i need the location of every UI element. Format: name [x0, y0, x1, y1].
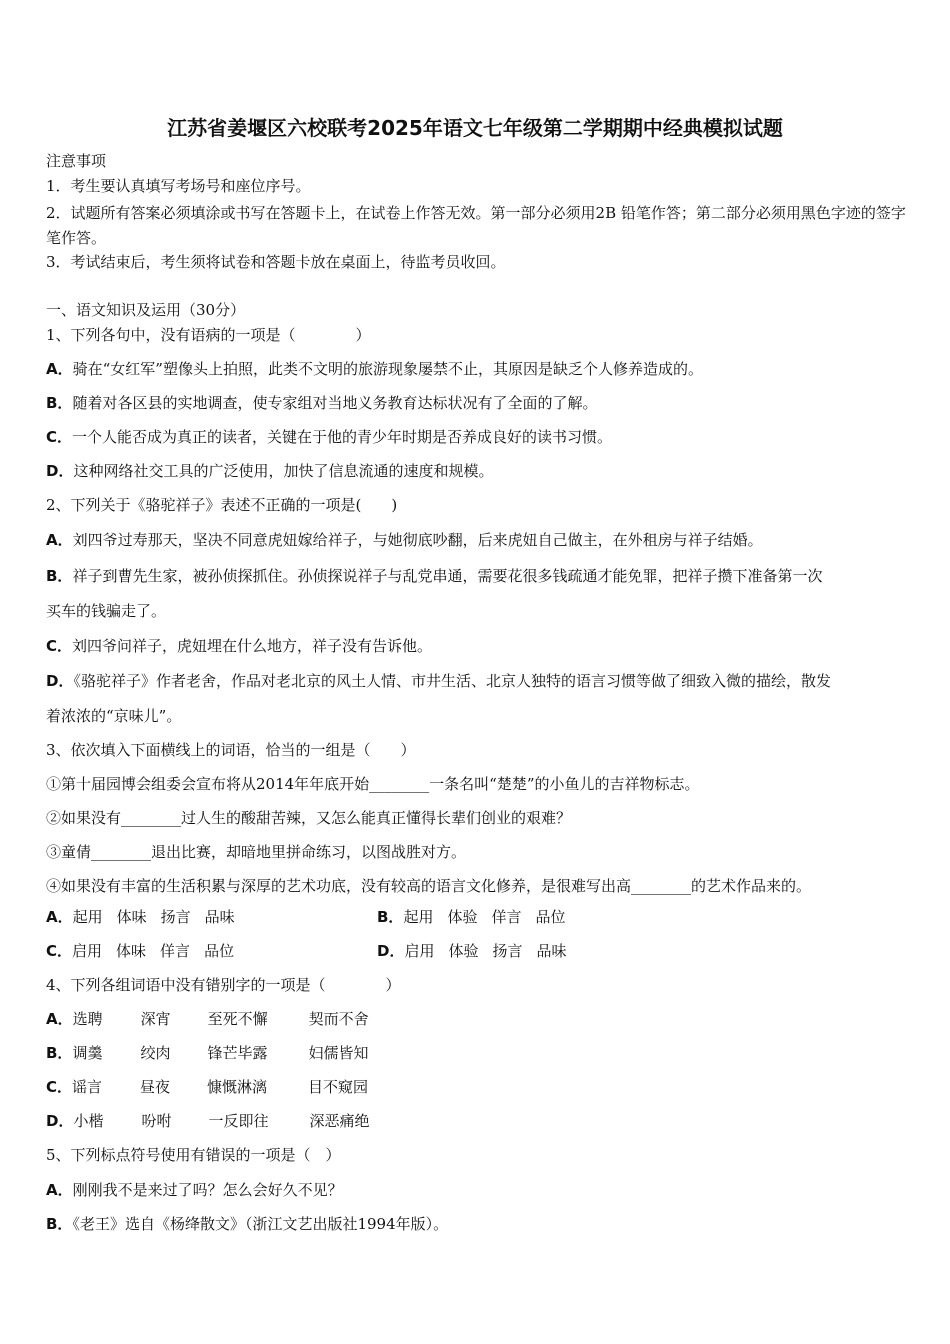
question-2-option-a [46, 530, 908, 550]
option-word: 锋芒毕露 [207, 1044, 268, 1062]
option-word: 启用 [404, 942, 435, 960]
option-text: 《老王》选自《杨绛散文》（浙江文艺出版社1994年版）。 [72, 1215, 449, 1233]
question-1-stem: 1、下列各句中，没有语病的一项是（ ） [46, 326, 371, 344]
question-2-option-d-cont: 着浓浓的“京味儿”。 [46, 707, 182, 725]
question-3-option-c [46, 941, 376, 961]
option-word: 体验 [447, 908, 478, 926]
option-label: A． [46, 360, 73, 378]
option-label: B． [46, 567, 73, 585]
option-word: 品位 [535, 908, 566, 926]
option-word: 一反即往 [208, 1112, 269, 1130]
option-word: 佯言 [491, 908, 522, 926]
option-label: A． [46, 1181, 73, 1199]
option-word: 深宵 [140, 1010, 171, 1028]
option-word: 妇儒皆知 [308, 1044, 369, 1062]
option-word: 昼夜 [140, 1078, 171, 1096]
option-label: A． [46, 531, 73, 549]
question-5-stem: 5、下列标点符号使用有错误的一项是（ ） [46, 1146, 341, 1164]
option-label: A． [46, 1010, 73, 1028]
option-text: 刘四爷问祥子，虎妞埋在什么地方，祥子没有告诉他。 [72, 637, 433, 655]
question-3-stem: 3、依次填入下面横线上的词语，恰当的一组是（ ） [46, 741, 416, 759]
question-1-option-c [46, 427, 908, 447]
option-word: 佯言 [160, 942, 191, 960]
option-label: D． [377, 942, 405, 960]
option-word: 目不窥园 [308, 1078, 369, 1096]
option-word: 起用 [403, 908, 434, 926]
option-label: D． [46, 672, 74, 690]
option-text: 随着对各区县的实地调查，使专家组对当地义务教育达标状况有了全面的了解。 [72, 394, 598, 412]
option-label: C． [46, 428, 73, 446]
option-label: B． [377, 908, 404, 926]
question-3-sentence-3: ③童倩________退出比赛，却暗地里拼命练习，以图战胜对方。 [46, 843, 467, 861]
option-text: 刚刚我不是来过了吗？怎么会好久不见？ [72, 1181, 343, 1199]
question-2-option-b-cont: 买车的钱骗走了。 [46, 602, 167, 620]
option-word: 品味 [536, 942, 567, 960]
option-word: 选聘 [72, 1010, 103, 1028]
option-word: 慷慨淋漓 [207, 1078, 268, 1096]
question-3-option-a [46, 907, 376, 927]
option-text: 一个人能否成为真正的读者，关键在于他的青少年时期是否养成良好的读书习惯。 [72, 428, 613, 446]
question-1-option-b [46, 393, 908, 413]
question-2-stem: 2、下列关于《骆驼祥子》表述不正确的一项是( ) [46, 496, 398, 514]
option-word: 体验 [448, 942, 479, 960]
option-label: A． [46, 908, 73, 926]
option-word: 绞肉 [140, 1044, 171, 1062]
question-2-option-d [46, 671, 908, 691]
question-1-option-d [46, 461, 908, 481]
notice-item-3: 3．考试结束后，考生须将试卷和答题卡放在桌面上，待监考员收回。 [46, 253, 506, 271]
option-word: 启用 [72, 942, 103, 960]
option-text: 骑在“女红军”塑像头上拍照，此类不文明的旅游现象屡禁不止，其原因是缺乏个人修养造成的。 [72, 360, 703, 378]
notice-heading: 注意事项 [46, 152, 107, 170]
option-word: 契而不舍 [308, 1010, 369, 1028]
question-4-option-d [46, 1111, 908, 1131]
option-word: 品位 [204, 942, 235, 960]
option-label: D． [46, 1112, 74, 1130]
option-word: 调羹 [72, 1044, 103, 1062]
question-4-option-c [46, 1077, 908, 1097]
notice-item-1: 1．考生要认真填写考场号和座位序号。 [46, 177, 311, 195]
question-4-option-b [46, 1043, 908, 1063]
question-5-option-a [46, 1180, 908, 1200]
option-label: C． [46, 1078, 73, 1096]
option-label: C． [46, 637, 73, 655]
option-word: 谣言 [72, 1078, 103, 1096]
option-text: 这种网络社交工具的广泛使用，加快了信息流通的速度和规模。 [73, 462, 494, 480]
question-3-option-d [377, 941, 707, 961]
option-word: 起用 [72, 908, 103, 926]
option-word: 扬言 [160, 908, 191, 926]
option-text: 《骆驼祥子》作者老舍，作品对老北京的风土人情、市井生活、北京人独特的语言习惯等做了细致入微的描绘，散发 [73, 672, 831, 690]
option-label: B． [46, 394, 73, 412]
option-word: 小楷 [73, 1112, 104, 1130]
option-word: 扬言 [492, 942, 523, 960]
notice-item-2: 2．试题所有答案必须填涂或书写在答题卡上，在试卷上作答无效。第一部分必须用2B 铅笔作答；第二部分必须用黑色字迹的签字笔作答。 [46, 204, 906, 247]
option-word: 深恶痛绝 [309, 1112, 370, 1130]
question-3-sentence-1: ①第十届园博会组委会宣布将从2014年年底开始________一条名叫“楚楚”的小鱼儿的吉祥物标志。 [46, 775, 700, 793]
option-label: B． [46, 1215, 73, 1233]
question-3-option-b [377, 907, 707, 927]
option-text: 祥子到曹先生家，被孙侦探抓住。孙侦探说祥子与乱党串通，需要花很多钱疏通才能免罪，把祥子攒下准备第一次 [72, 567, 823, 585]
question-2-option-c [46, 636, 908, 656]
question-1-option-a [46, 359, 908, 379]
option-label: C． [46, 942, 73, 960]
option-word: 品味 [204, 908, 235, 926]
question-4-option-a [46, 1009, 908, 1029]
question-5-option-b [46, 1214, 908, 1234]
question-3-sentence-4: ④如果没有丰富的生活积累与深厚的艺术功底，没有较高的语言文化修养，是很难写出高________的艺术作品来的。 [46, 877, 812, 895]
option-text: 刘四爷过寿那天，坚决不同意虎妞嫁给祥子，与她彻底吵翻，后来虎妞自己做主，在外租房与祥子结婚。 [72, 531, 763, 549]
option-label: D． [46, 462, 74, 480]
section-heading: 一、语文知识及运用（30分） [46, 301, 246, 319]
exam-title: 江苏省姜堰区六校联考2025年语文七年级第二学期期中经典模拟试题 [167, 116, 783, 140]
question-2-option-b [46, 566, 908, 586]
option-word: 至死不懈 [207, 1010, 268, 1028]
question-4-stem: 4、下列各组词语中没有错别字的一项是（ ） [46, 976, 401, 994]
option-word: 体味 [116, 942, 147, 960]
option-word: 吩咐 [141, 1112, 172, 1130]
option-label: B． [46, 1044, 73, 1062]
question-3-sentence-2: ②如果没有________过人生的酸甜苦辣，又怎么能真正懂得长辈们创业的艰难？ [46, 809, 572, 827]
option-word: 体味 [116, 908, 147, 926]
